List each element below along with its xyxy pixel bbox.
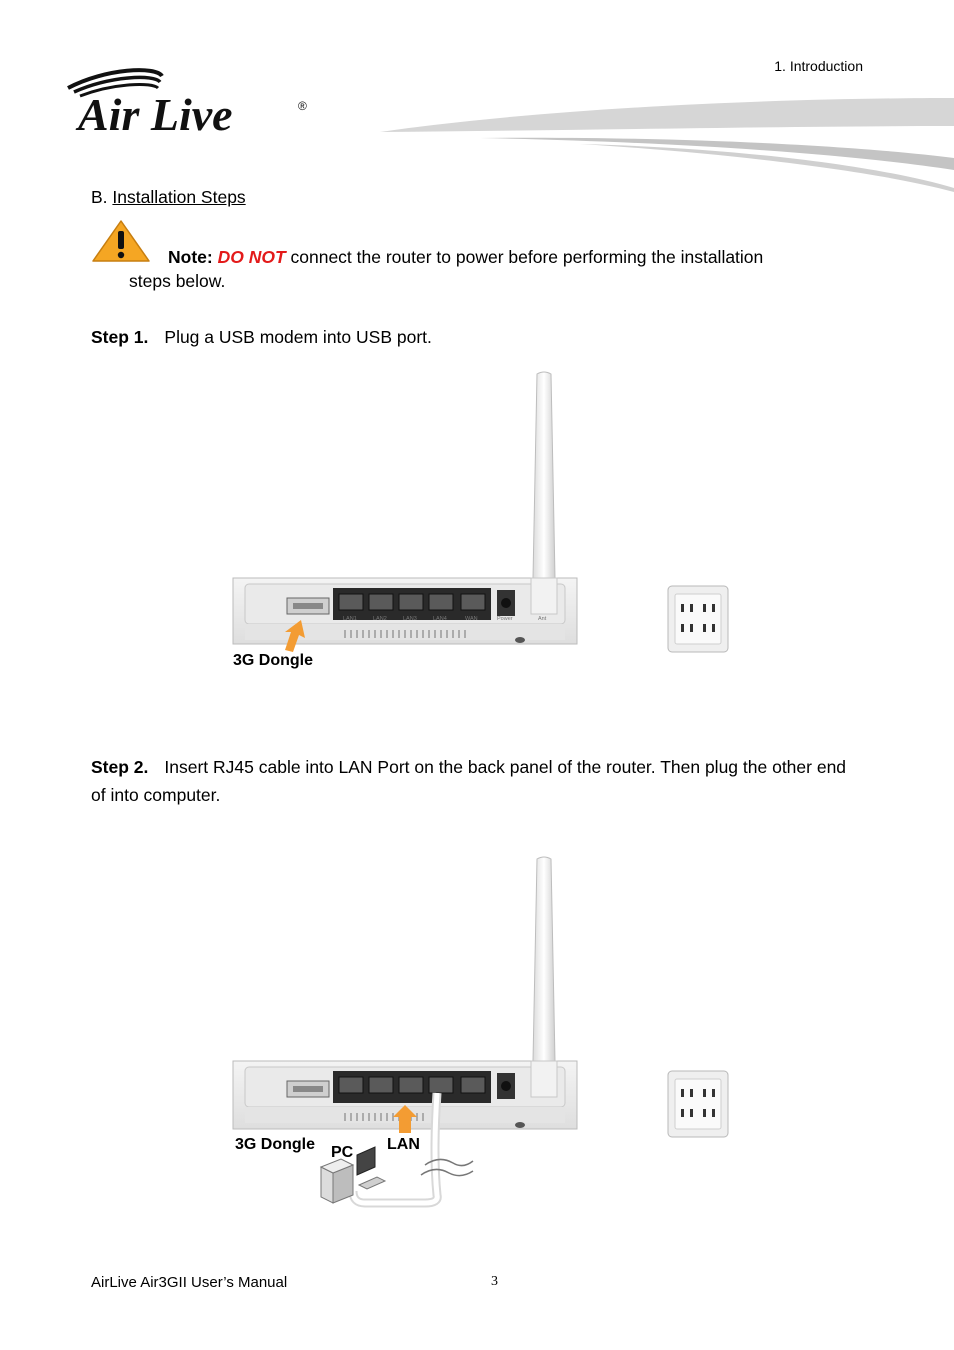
warning-icon bbox=[91, 219, 151, 263]
header-section-title: 1. Introduction bbox=[774, 58, 863, 74]
svg-text:Power: Power bbox=[497, 616, 513, 622]
svg-text:Air Live: Air Live bbox=[78, 89, 233, 138]
dongle-label: 3G Dongle bbox=[233, 652, 314, 669]
note-emphasis: DO NOT bbox=[217, 247, 286, 267]
router-vent bbox=[345, 630, 465, 638]
router-figure-1 bbox=[225, 370, 745, 680]
svg-text:LAN4: LAN4 bbox=[433, 616, 447, 622]
router-figure-2 bbox=[225, 855, 745, 1215]
page-number: 3 bbox=[491, 1274, 498, 1289]
svg-text:Ant: Ant bbox=[538, 616, 547, 622]
note-text-continued: steps below. bbox=[129, 271, 226, 291]
airlive-logo bbox=[66, 68, 316, 138]
svg-text:LAN3: LAN3 bbox=[403, 616, 417, 622]
dongle-label: 3G Dongle bbox=[235, 1136, 316, 1153]
lan-label: LAN bbox=[387, 1136, 420, 1153]
note-text: Note: DO NOT connect the router to power before performing the installation bbox=[168, 247, 764, 267]
power-outlet bbox=[668, 1071, 728, 1137]
svg-text:WAN: WAN bbox=[465, 616, 478, 622]
power-outlet bbox=[668, 586, 728, 652]
svg-text:LAN1: LAN1 bbox=[343, 616, 357, 622]
svg-text:®: ® bbox=[298, 99, 307, 113]
pc-label: PC bbox=[331, 1144, 354, 1161]
section-title: B. Installation Steps bbox=[91, 187, 246, 207]
header-swoosh bbox=[380, 96, 954, 192]
step-1: Step 1. Plug a USB modem into USB port. bbox=[91, 327, 432, 347]
section-title-link: Installation Steps bbox=[112, 187, 246, 207]
svg-text:LAN2: LAN2 bbox=[373, 616, 387, 622]
footer-manual-title: AirLive Air3GII User’s Manual bbox=[91, 1274, 288, 1291]
step-2: Step 2. Insert RJ45 cable into LAN Port on the back panel of the router. Then plug the other end of into computer. bbox=[91, 757, 847, 805]
